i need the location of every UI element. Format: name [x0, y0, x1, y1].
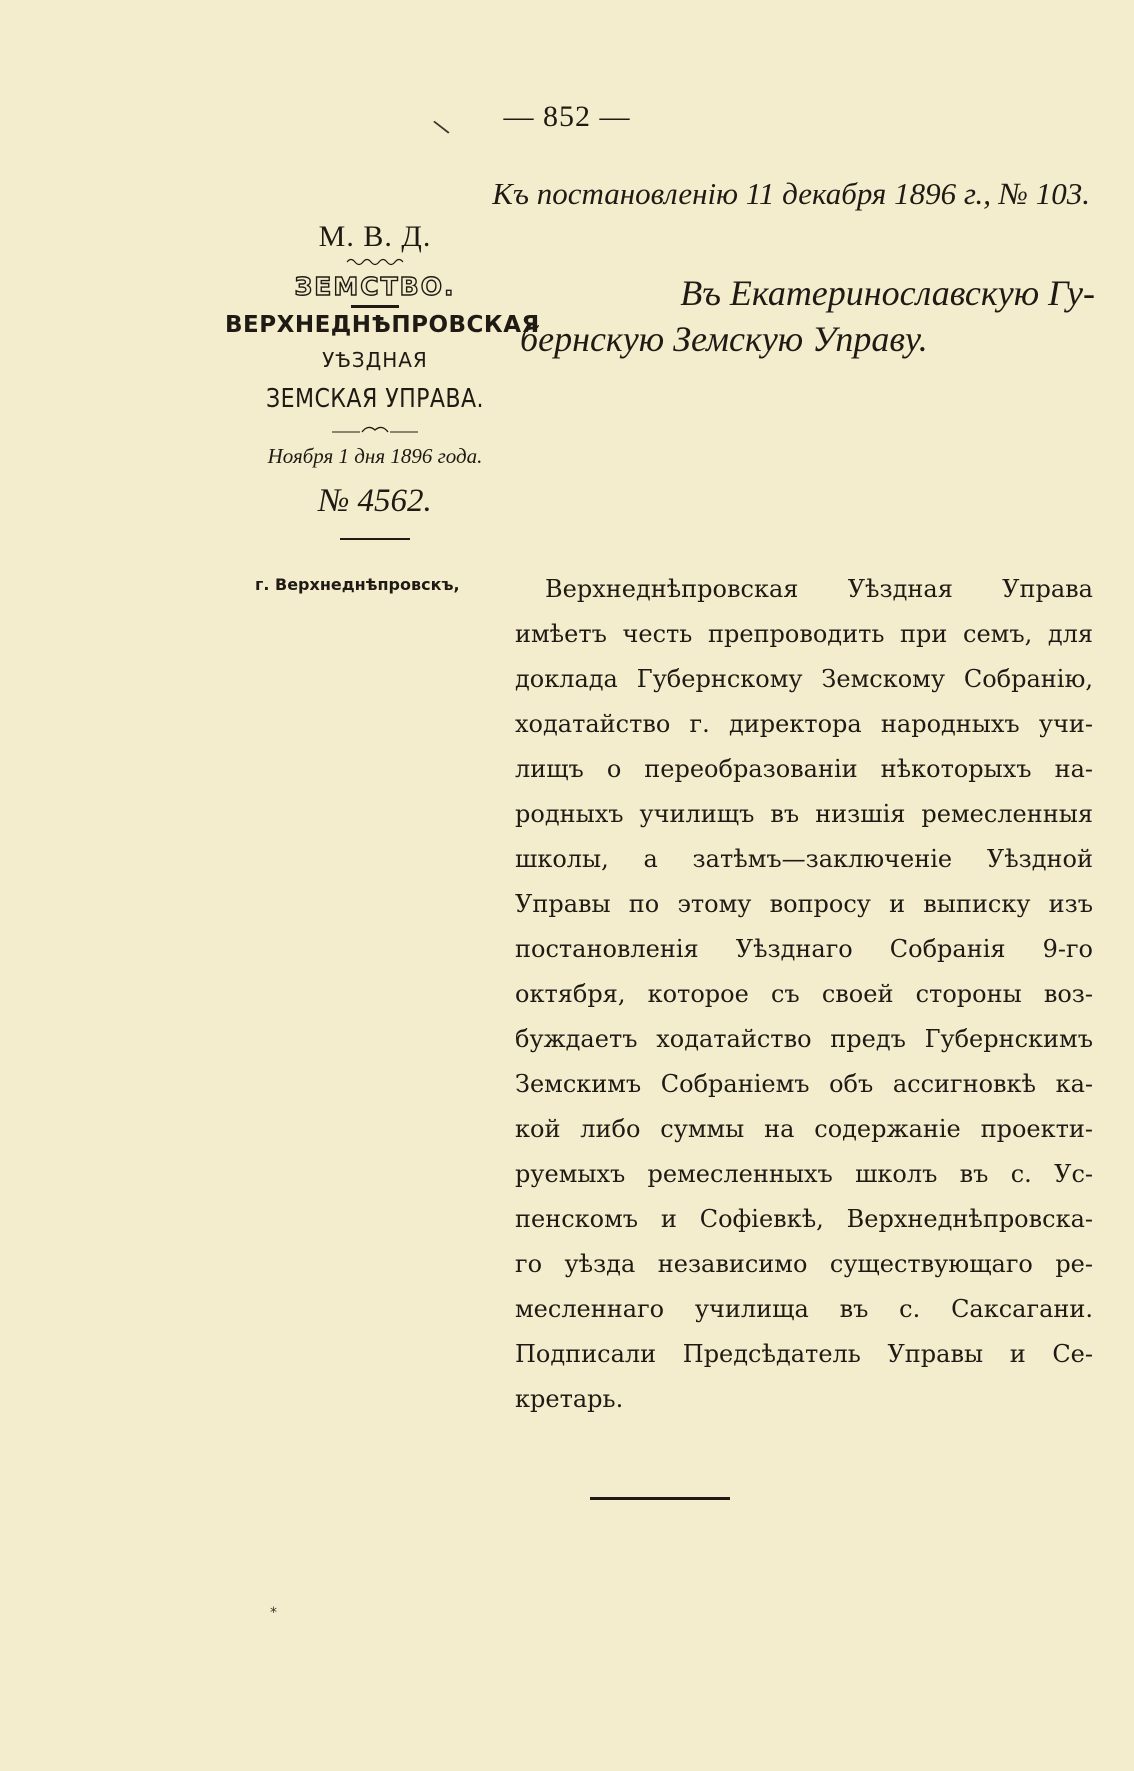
body-line: Управы по этому вопросу и выписку изъ	[515, 890, 1093, 918]
body-line: ходатайство г. директора народныхъ учи-	[515, 710, 1093, 738]
body-line: месленнаго училища въ с. Саксагани.	[515, 1295, 1093, 1323]
body-line: кретарь.	[515, 1385, 624, 1413]
place-of-issue: г. Верхнеднѣпровскъ,	[255, 575, 460, 594]
board-name: ЗЕМСКАЯ УПРАВА.	[265, 384, 485, 414]
ministry-label: М. В. Д.	[318, 220, 432, 253]
short-rule	[351, 305, 399, 308]
resolution-reference: Къ постановленію 11 декабря 1896 г., № 103.	[492, 176, 1090, 211]
district-sub: УѢЗДНАЯ	[322, 348, 428, 372]
body-line: Подписали Предсѣдатель Управы и Се-	[515, 1340, 1093, 1368]
body-line: руемыхъ ремесленныхъ школъ въ с. Ус-	[515, 1160, 1093, 1188]
closing-rule	[590, 1497, 730, 1500]
body-line: школы, а затѣмъ—заключеніе Уѣздной	[515, 845, 1093, 873]
addressee-line: Въ Екатеринославскую Гу-	[680, 273, 1095, 313]
letterhead	[225, 220, 540, 540]
addressee-line: бернскую Земскую Управу.	[520, 319, 928, 359]
body-line: Земскимъ Собраніемъ объ ассигновкѣ ка-	[515, 1070, 1093, 1098]
body-line: пенскомъ и Софіевкѣ, Верхнеднѣпровска-	[515, 1205, 1093, 1233]
number-rule	[340, 538, 410, 540]
district-name: ВЕРХНЕДНѢПРОВСКАЯ	[225, 312, 540, 338]
body-line: го уѣзда независимо существующаго ре-	[515, 1250, 1093, 1278]
divider-ornament	[330, 424, 420, 436]
page-number: — 852 —	[503, 100, 631, 133]
ink-mark: \	[431, 115, 452, 140]
body-line: родныхъ училищъ въ низшія ремесленныя	[515, 800, 1093, 828]
ink-dot: *	[270, 1605, 277, 1621]
letter-date: Ноября 1 дня 1896 года.	[267, 444, 483, 468]
body-line: буждаетъ ходатайство предъ Губернскимъ	[515, 1025, 1093, 1053]
body-line: Верхнеднѣпровская Уѣздная Управа	[545, 575, 1093, 603]
body-line: имѣетъ честь препроводить при семъ, для	[515, 620, 1093, 648]
body-line: октября, которое съ своей стороны воз-	[515, 980, 1093, 1008]
squiggle-ornament	[345, 256, 405, 266]
body-line: доклада Губернскому Земскому Собранію,	[515, 665, 1093, 693]
body-line: лищъ о переобразованіи нѣкоторыхъ на-	[515, 755, 1093, 783]
letter-body	[515, 567, 1093, 1422]
letter-number: № 4562.	[318, 483, 432, 519]
body-line: постановленія Уѣзднаго Собранія 9-го	[515, 935, 1093, 963]
zemstvo-heading: ЗЕМСТВО.	[294, 272, 456, 301]
addressee	[520, 270, 1095, 362]
body-line: кой либо суммы на содержаніе проекти-	[515, 1115, 1093, 1143]
